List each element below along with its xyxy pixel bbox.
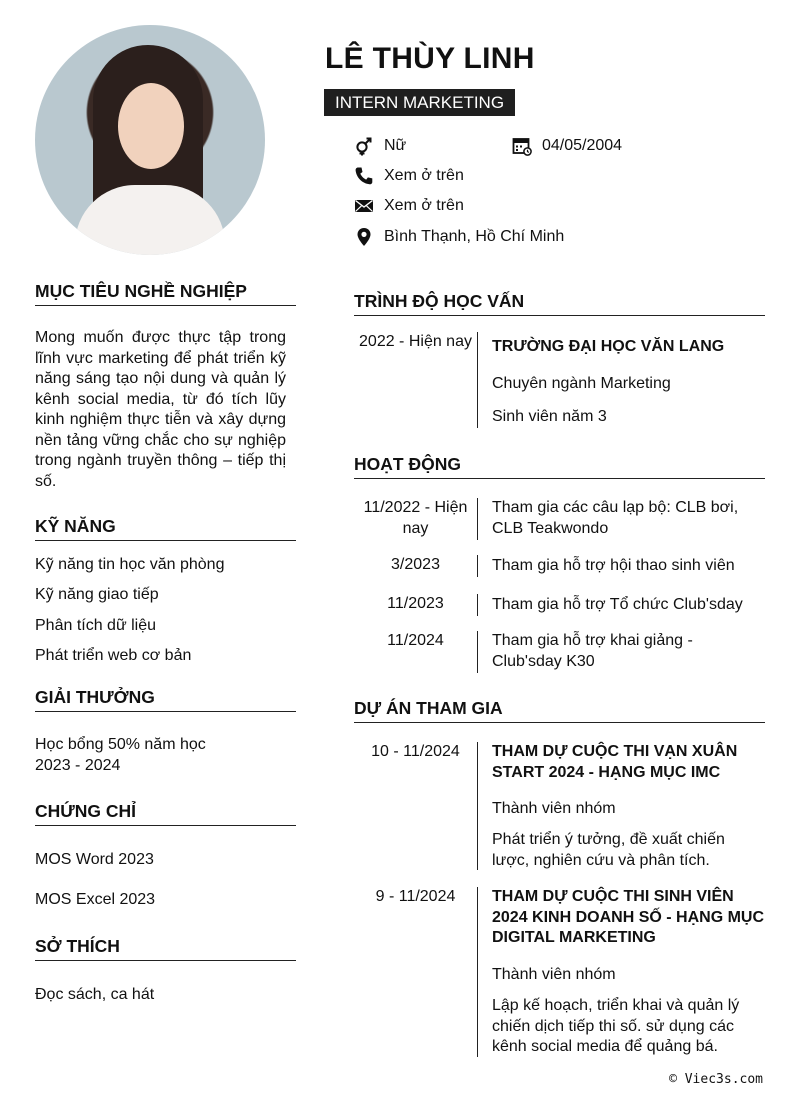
awards-title: GIẢI THƯỞNG	[35, 687, 296, 712]
certificate-item: MOS Word 2023	[35, 851, 154, 868]
address-row	[354, 227, 564, 247]
activity-date: 11/2023	[387, 595, 444, 612]
timeline-line	[477, 594, 478, 616]
location-icon	[354, 227, 374, 247]
calendar-icon	[512, 136, 532, 156]
profile-photo	[35, 25, 265, 255]
project-date: 10 - 11/2024	[371, 743, 460, 760]
projects-title: DỰ ÁN THAM GIA	[354, 698, 765, 723]
gender-row	[354, 136, 406, 156]
certificates-title: CHỨNG CHỈ	[35, 801, 296, 826]
project-role: Thành viên nhóm	[492, 800, 616, 817]
project-role: Thành viên nhóm	[492, 966, 616, 983]
timeline-line	[477, 742, 478, 870]
timeline-line	[477, 332, 478, 428]
objective-text: Mong muốn được thực tập trong lĩnh vực marketing để phát triển kỹ năng sáng tạo nội dung và quản lý kênh social media, từ đó tích lũy kinh nghiệm thực tiễn và xây dựng nền tảng vững chắc cho sự nghiệp trong ngành truyền thông – tiếp thị số.	[35, 329, 286, 490]
birthdate-value: 04/05/2004	[542, 137, 623, 154]
mail-icon	[354, 196, 374, 216]
email-value: Xem ở trên	[384, 197, 464, 214]
activities-title: HOẠT ĐỘNG	[354, 454, 765, 479]
hobbies-text: Đọc sách, ca hát	[35, 986, 155, 1003]
phone-row	[354, 166, 464, 186]
candidate-name: LÊ THÙY LINH	[325, 42, 535, 75]
activity-text: Tham gia hỗ trợ Tổ chức Club'sday	[492, 596, 743, 613]
award-line: 2023 - 2024	[35, 757, 121, 774]
email-row	[354, 196, 464, 216]
project-desc: Phát triển ý tưởng, đề xuất chiến lược, nghiên cứu và phân tích.	[492, 831, 725, 869]
phone-value: Xem ở trên	[384, 167, 464, 184]
education-major: Chuyên ngành Marketing	[492, 375, 671, 392]
phone-icon	[354, 166, 374, 186]
timeline-line	[477, 555, 478, 577]
skill-item: Phát triển web cơ bản	[35, 647, 192, 664]
school-name: TRƯỜNG ĐẠI HỌC VĂN LANG	[492, 338, 725, 355]
skills-title: KỸ NĂNG	[35, 516, 296, 541]
award-line: Học bổng 50% năm học	[35, 736, 206, 753]
project-desc: Lập kế hoạch, triển khai và quản lý chiến dịch tiếp thi số. sử dụng các kênh social media để quảng bá.	[492, 997, 740, 1055]
timeline-line	[477, 498, 478, 540]
gender-icon	[354, 136, 374, 156]
timeline-line	[477, 887, 478, 1057]
project-name: THAM DỰ CUỘC THI VẠN XUÂN START 2024 - HẠNG MỤC IMC	[492, 743, 738, 781]
objective-title: MỤC TIÊU NGHỀ NGHIỆP	[35, 281, 296, 306]
position-badge: INTERN MARKETING	[324, 89, 515, 116]
address-value: Bình Thạnh, Hồ Chí Minh	[384, 228, 565, 245]
activity-date: 3/2023	[391, 556, 440, 573]
skill-item: Kỹ năng tin học văn phòng	[35, 556, 225, 573]
project-date: 9 - 11/2024	[375, 888, 456, 905]
gender-value: Nữ	[384, 137, 407, 154]
activity-date: 11/2022 - Hiện nay	[363, 499, 468, 537]
activity-text: Tham gia hỗ trợ hội thao sinh viên	[492, 557, 735, 574]
hobbies-title: SỞ THÍCH	[35, 936, 296, 961]
skill-item: Kỹ năng giao tiếp	[35, 586, 159, 603]
timeline-line	[477, 631, 478, 673]
skill-item: Phân tích dữ liệu	[35, 617, 157, 634]
certificate-item: MOS Excel 2023	[35, 891, 156, 908]
education-year: Sinh viên năm 3	[492, 408, 607, 425]
education-title: TRÌNH ĐỘ HỌC VẤN	[354, 291, 765, 316]
footer-credit: © Viec3s.com	[669, 1072, 763, 1087]
activity-text: Tham gia hỗ trợ khai giảng - Club'sday K30	[492, 632, 693, 670]
birthdate-row	[512, 136, 622, 156]
project-name: THAM DỰ CUỘC THI SINH VIÊN 2024 KINH DOANH SỐ - HẠNG MỤC DIGITAL MARKETING	[492, 888, 765, 946]
education-date: 2022 - Hiện nay	[359, 333, 472, 350]
activity-text: Tham gia các câu lạp bộ: CLB bơi, CLB Teakwondo	[492, 499, 739, 537]
activity-date: 11/2024	[387, 632, 444, 649]
